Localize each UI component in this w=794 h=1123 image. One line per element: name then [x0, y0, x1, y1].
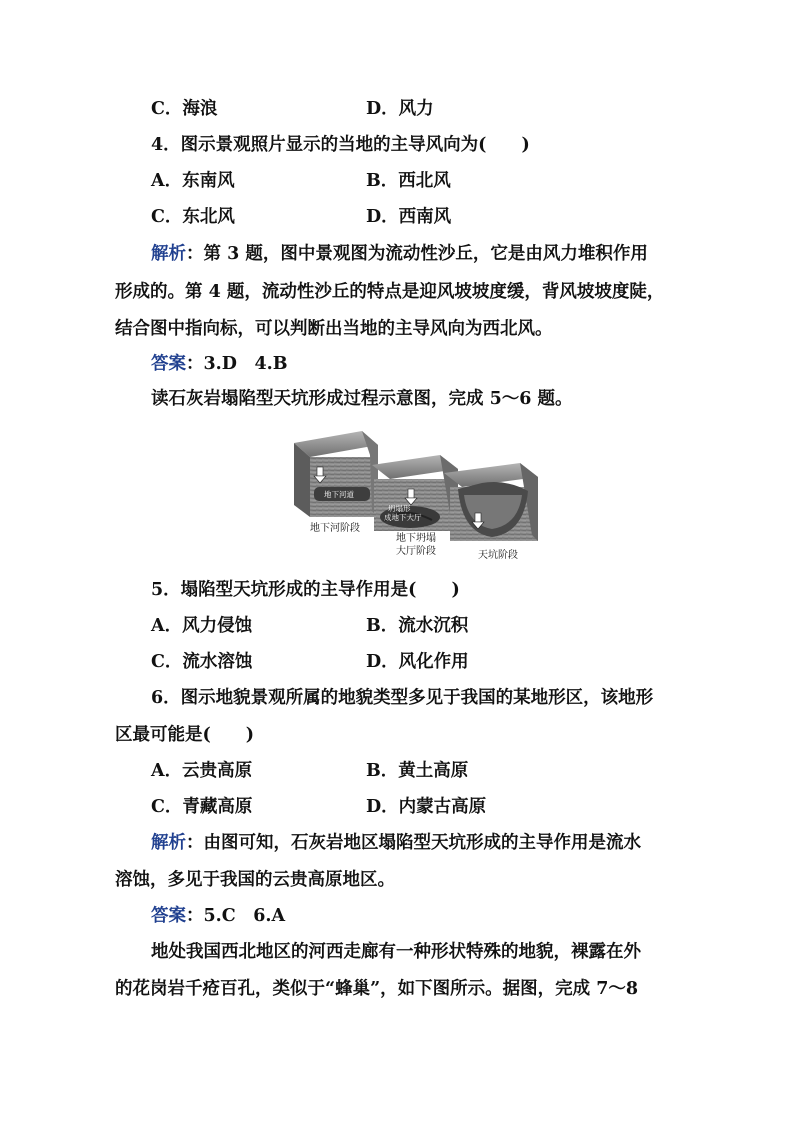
answer-label: 答案	[151, 906, 186, 926]
analysis-1-line-3: 结合图中指向标，可以判断出当地的主导风向为西北风。	[115, 319, 553, 339]
inner-label-river: 地下河道	[324, 490, 354, 499]
analysis-2-line-2: 溶蚀，多见于我国的云贵高原地区。	[115, 870, 395, 890]
q5-option-c: C．流水溶蚀	[151, 652, 253, 672]
label-stage-2-line-2: 大厅阶段	[396, 546, 436, 557]
analysis-1-line-1	[151, 242, 648, 266]
inner-label-hall-1: 坍塌形	[388, 504, 411, 513]
q6-option-b: B．黄土高原	[366, 761, 469, 781]
q4-stem: 4．图示景观照片显示的当地的主导风向为( )	[151, 135, 530, 155]
q5-option-a: A．风力侵蚀	[151, 616, 253, 636]
q4-option-d: D．西南风	[366, 207, 452, 227]
intro-7-8-line-1: 地处我国西北地区的河西走廊有一种形状特殊的地貌，裸露在外	[151, 942, 641, 962]
answer-1-text: ：3.D 4.B	[186, 354, 288, 374]
q6-stem-line-2: 区最可能是( )	[115, 725, 255, 745]
arrow-down-icon	[317, 467, 323, 476]
q4-option-c: C．东北风	[151, 207, 235, 227]
sinkhole-formation-diagram	[292, 425, 542, 563]
q4-option-b: B．西北风	[366, 171, 451, 191]
q6-option-a: A．云贵高原	[151, 761, 253, 781]
block-stage-1	[294, 431, 378, 517]
intro-7-8-line-2: 的花岗岩千疮百孔，类似于“蜂巢”，如下图所示。据图，完成 7～8	[115, 979, 639, 999]
q5-option-b: B．流水沉积	[366, 616, 469, 636]
q3-option-d: D．风力	[366, 99, 434, 119]
arrow-down-icon	[408, 489, 414, 498]
label-stage-1: 地下河阶段	[310, 523, 360, 534]
inner-label-hall-2: 成地下大厅	[384, 513, 422, 522]
analysis-label: 解析	[151, 833, 186, 853]
intro-5-6: 读石灰岩塌陷型天坑形成过程示意图，完成 5～6 题。	[151, 389, 573, 409]
analysis-2-text-1: ：由图可知，石灰岩地区塌陷型天坑形成的主导作用是流水	[186, 833, 641, 853]
q6-option-d: D．内蒙古高原	[366, 797, 487, 817]
analysis-2-line-1	[151, 831, 641, 855]
block-stage-3	[444, 463, 538, 541]
q6-option-c: C．青藏高原	[151, 797, 253, 817]
q4-option-a: A．东南风	[151, 171, 235, 191]
answer-2	[151, 904, 285, 928]
analysis-1-text-1: ：第 3 题，图中景观图为流动性沙丘，它是由风力堆积作用	[186, 244, 648, 264]
arrow-down-icon	[475, 513, 481, 522]
q5-option-d: D．风化作用	[366, 652, 469, 672]
answer-1	[151, 352, 288, 376]
label-stage-2-line-1: 地下坍塌	[396, 533, 436, 544]
q3-option-c: C．海浪	[151, 99, 218, 119]
analysis-label: 解析	[151, 244, 186, 264]
label-stage-3: 天坑阶段	[478, 550, 518, 561]
answer-label: 答案	[151, 354, 186, 374]
analysis-1-line-2: 形成的。第 4 题，流动性沙丘的特点是迎风坡坡度缓，背风坡坡度陡，	[115, 282, 665, 302]
q5-stem: 5．塌陷型天坑形成的主导作用是( )	[151, 580, 460, 600]
q6-stem-line-1: 6．图示地貌景观所属的地貌类型多见于我国的某地形区，该地形	[151, 688, 654, 708]
answer-2-text: ：5.C 6.A	[186, 906, 286, 926]
block-stage-2	[372, 455, 458, 531]
